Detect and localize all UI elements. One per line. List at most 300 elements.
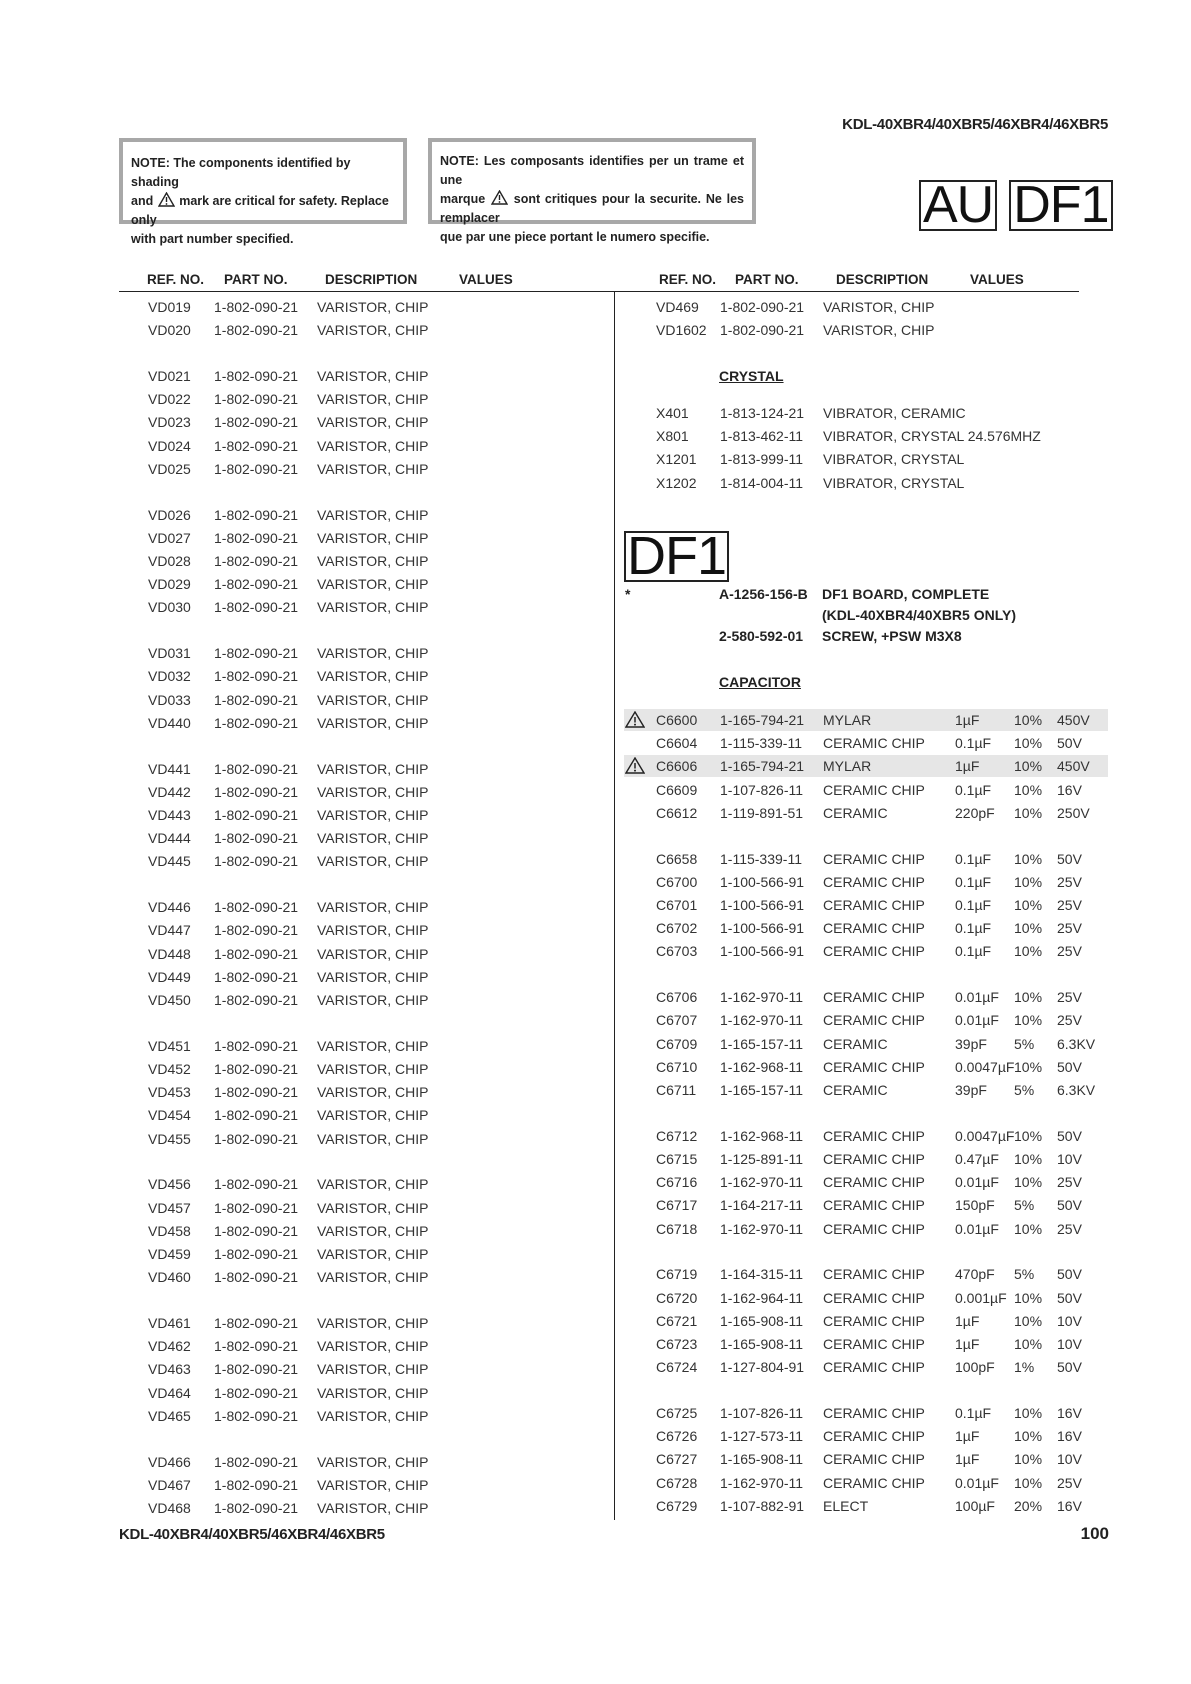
- description: VARISTOR, CHIP: [317, 807, 429, 823]
- description: CERAMIC CHIP: [823, 735, 925, 752]
- ref-no: VD447: [148, 922, 191, 939]
- tolerance: 10%: [1014, 1289, 1043, 1306]
- ref-no: C6600: [656, 712, 698, 728]
- description: VARISTOR, CHIP: [317, 529, 429, 546]
- tolerance: 10%: [1014, 1474, 1043, 1491]
- left-header-ref: REF. NO.: [147, 272, 205, 287]
- df1-asterisk: *: [625, 586, 631, 602]
- warning-triangle-icon: [625, 711, 645, 728]
- description: CERAMIC: [823, 1035, 888, 1052]
- right-header-part: PART NO.: [735, 272, 799, 287]
- ref-no: VD1602: [656, 322, 707, 339]
- voltage: 16V: [1057, 1428, 1082, 1445]
- description: VARISTOR, CHIP: [317, 1269, 429, 1286]
- part-no: 1-802-090-21: [214, 992, 299, 1008]
- value: 1µF: [955, 1451, 980, 1468]
- ref-no: C6724: [656, 1359, 698, 1376]
- header-rule: [119, 291, 1079, 292]
- value: 0.1µF: [955, 1405, 992, 1421]
- description: ELECT: [823, 1497, 869, 1514]
- tolerance: 5%: [1014, 1035, 1035, 1052]
- ref-no: C6727: [656, 1451, 698, 1468]
- ref-no: X401: [656, 405, 689, 421]
- ref-no: C6728: [656, 1474, 698, 1491]
- part-no: 1-802-090-21: [214, 322, 299, 339]
- value: 1µF: [955, 712, 980, 728]
- part-no: 1-162-970-11: [720, 1220, 804, 1237]
- part-no: 1-802-090-21: [214, 783, 299, 800]
- description: VARISTOR, CHIP: [823, 299, 935, 315]
- header-model: KDL-40XBR4/40XBR5/46XBR4/46XBR5: [842, 116, 1108, 133]
- ref-no: VD033: [148, 691, 191, 708]
- voltage: 10V: [1057, 1312, 1082, 1329]
- description: VARISTOR, CHIP: [317, 853, 429, 870]
- ref-no: VD461: [148, 1315, 191, 1331]
- ref-no: C6717: [656, 1197, 698, 1214]
- description: VARISTOR, CHIP: [317, 599, 429, 616]
- part-no: 1-814-004-11: [720, 474, 804, 491]
- ref-no: VD026: [148, 506, 191, 523]
- footer-model: KDL-40XBR4/40XBR5/46XBR4/46XBR5: [119, 1526, 385, 1543]
- part-no: 1-165-794-21: [720, 758, 805, 775]
- ref-no: VD021: [148, 368, 191, 384]
- ref-no: VD444: [148, 830, 191, 847]
- safety-note-english: [119, 138, 407, 246]
- value: 470pF: [955, 1266, 995, 1283]
- description: VARISTOR, CHIP: [317, 783, 429, 800]
- part-no: 1-164-217-11: [720, 1197, 804, 1214]
- description: CERAMIC CHIP: [823, 781, 925, 798]
- ref-no: C6716: [656, 1174, 698, 1191]
- ref-no: VD028: [148, 553, 191, 569]
- ref-no: VD019: [148, 299, 191, 315]
- description: CERAMIC CHIP: [823, 1220, 925, 1237]
- ref-no: C6720: [656, 1289, 698, 1306]
- ref-no: VD440: [148, 714, 191, 731]
- ref-no: VD457: [148, 1199, 191, 1216]
- ref-no: C6715: [656, 1151, 698, 1167]
- part-no: 1-813-124-21: [720, 405, 805, 421]
- description: CERAMIC CHIP: [823, 850, 925, 867]
- note-en-line3: with part number specified.: [131, 232, 294, 246]
- description: VARISTOR, CHIP: [317, 760, 429, 777]
- part-no: 1-802-090-21: [214, 830, 299, 847]
- ref-no: C6729: [656, 1497, 698, 1514]
- value: 0.1µF: [955, 943, 992, 960]
- note-en-line2: and mark are critical for safety. Replace only: [131, 194, 389, 227]
- ref-no: VD445: [148, 853, 191, 870]
- board-id-au: AU: [919, 180, 997, 231]
- description: CERAMIC CHIP: [823, 1012, 925, 1029]
- value: 0.1µF: [955, 873, 992, 890]
- description: VARISTOR, CHIP: [317, 1061, 429, 1077]
- voltage: 10V: [1057, 1451, 1082, 1468]
- ref-no: VD023: [148, 414, 191, 431]
- voltage: 6.3KV: [1057, 1035, 1096, 1052]
- description: VARISTOR, CHIP: [317, 830, 429, 847]
- description: VARISTOR, CHIP: [317, 1476, 429, 1493]
- description: CERAMIC CHIP: [823, 1474, 925, 1491]
- description: VARISTOR, CHIP: [317, 1315, 429, 1331]
- description: VARISTOR, CHIP: [317, 714, 429, 731]
- part-no: 1-165-157-11: [720, 1082, 804, 1098]
- part-no: 1-162-968-11: [720, 1058, 804, 1075]
- safety-note-french: [428, 138, 756, 244]
- ref-no: VD025: [148, 460, 191, 477]
- description: VARISTOR, CHIP: [317, 668, 429, 685]
- part-no: 1-802-090-21: [214, 1037, 299, 1054]
- description: VARISTOR, CHIP: [317, 968, 429, 985]
- tolerance: 10%: [1014, 873, 1043, 890]
- description: CERAMIC CHIP: [823, 1312, 925, 1329]
- voltage: 25V: [1057, 1174, 1082, 1191]
- ref-no: VD027: [148, 529, 191, 546]
- left-header-values: VALUES: [459, 272, 513, 287]
- part-no: 1-162-970-11: [720, 1174, 804, 1191]
- description: MYLAR: [823, 758, 872, 775]
- tolerance: 1%: [1014, 1359, 1035, 1376]
- ref-no: VD456: [148, 1176, 191, 1193]
- part-no: 1-100-566-91: [720, 943, 805, 960]
- description: VARISTOR, CHIP: [317, 1107, 429, 1124]
- part-no: 1-802-090-21: [214, 668, 299, 685]
- note-fr-line1: NOTE: Les composants identifies per un trame et une: [440, 154, 744, 187]
- ref-no: C6604: [656, 735, 698, 752]
- part-no: 1-802-090-21: [214, 1199, 299, 1216]
- voltage: 25V: [1057, 943, 1082, 960]
- tolerance: 5%: [1014, 1082, 1035, 1098]
- part-no: 1-802-090-21: [214, 922, 299, 939]
- value: 0.01µF: [955, 1220, 999, 1237]
- tolerance: 10%: [1014, 850, 1043, 867]
- voltage: 50V: [1057, 1266, 1082, 1283]
- part-no: 1-165-908-11: [720, 1336, 804, 1352]
- description: VARISTOR, CHIP: [317, 437, 429, 454]
- description: VARISTOR, CHIP: [317, 1384, 429, 1401]
- tolerance: 10%: [1014, 712, 1043, 728]
- voltage: 16V: [1057, 1405, 1082, 1421]
- ref-no: VD468: [148, 1500, 191, 1516]
- ref-no: VD448: [148, 945, 191, 962]
- description: CERAMIC CHIP: [823, 1289, 925, 1306]
- note-en-line1: NOTE: The components identified by shading: [131, 156, 351, 189]
- description: VARISTOR, CHIP: [317, 576, 429, 593]
- voltage: 25V: [1057, 1012, 1082, 1029]
- tolerance: 10%: [1014, 1012, 1043, 1029]
- part-no: 1-802-090-21: [214, 553, 299, 569]
- capacitor-heading: CAPACITOR: [719, 674, 801, 690]
- tolerance: 10%: [1014, 920, 1043, 937]
- ref-no: C6721: [656, 1312, 698, 1329]
- part-no: 1-162-970-11: [720, 1474, 804, 1491]
- board-id-group: [919, 176, 1113, 234]
- value: 0.1µF: [955, 920, 992, 937]
- ref-no: C6723: [656, 1336, 698, 1352]
- part-no: 1-802-090-21: [214, 945, 299, 962]
- part-no: 1-802-090-21: [214, 1315, 299, 1331]
- ref-no: VD466: [148, 1453, 191, 1470]
- ref-no: VD463: [148, 1361, 191, 1378]
- value: 0.1µF: [955, 781, 992, 798]
- ref-no: C6703: [656, 943, 698, 960]
- voltage: 25V: [1057, 897, 1082, 913]
- part-no: 1-115-339-11: [720, 735, 802, 752]
- voltage: 25V: [1057, 873, 1082, 890]
- part-no: 1-115-339-11: [720, 850, 802, 867]
- ref-no: X801: [656, 428, 689, 445]
- ref-no: X1201: [656, 451, 697, 468]
- ref-no: VD453: [148, 1084, 191, 1101]
- voltage: 16V: [1057, 781, 1082, 798]
- description: VARISTOR, CHIP: [317, 1246, 429, 1262]
- tolerance: 10%: [1014, 1336, 1043, 1352]
- description: CERAMIC: [823, 804, 888, 821]
- part-no: 1-802-090-21: [214, 691, 299, 708]
- ref-no: VD449: [148, 968, 191, 985]
- description: VARISTOR, CHIP: [317, 1037, 429, 1054]
- tolerance: 5%: [1014, 1197, 1035, 1214]
- right-header-desc: DESCRIPTION: [836, 272, 929, 287]
- voltage: 10V: [1057, 1336, 1082, 1352]
- ref-no: VD460: [148, 1269, 191, 1286]
- part-no: 1-802-090-21: [214, 853, 299, 870]
- part-no: 1-802-090-21: [720, 322, 805, 339]
- description: VARISTOR, CHIP: [317, 506, 429, 523]
- ref-no: VD464: [148, 1384, 191, 1401]
- ref-no: VD450: [148, 992, 191, 1008]
- ref-no: C6606: [656, 758, 698, 775]
- tolerance: 10%: [1014, 1405, 1043, 1421]
- warning-triangle-icon: [625, 757, 645, 774]
- part-no: 1-802-090-21: [214, 529, 299, 546]
- tolerance: 10%: [1014, 781, 1043, 798]
- ref-no: C6700: [656, 873, 698, 890]
- value: 0.01µF: [955, 989, 999, 1006]
- part-no: 1-802-090-21: [214, 1384, 299, 1401]
- part-no: 1-802-090-21: [214, 807, 299, 823]
- ref-no: C6725: [656, 1405, 698, 1421]
- part-no: 1-802-090-21: [214, 1361, 299, 1378]
- ref-no: VD459: [148, 1246, 191, 1262]
- part-no: 1-802-090-21: [214, 1453, 299, 1470]
- description: VIBRATOR, CRYSTAL 24.576MHZ: [823, 428, 1041, 445]
- part-no: 1-165-794-21: [720, 712, 805, 728]
- description: VARISTOR, CHIP: [317, 460, 429, 477]
- value: 150pF: [955, 1197, 995, 1214]
- part-no: 1-802-090-21: [214, 1246, 299, 1262]
- part-no: 1-119-891-51: [720, 804, 804, 821]
- description: CERAMIC CHIP: [823, 1359, 925, 1376]
- part-no: 1-813-462-11: [720, 428, 804, 445]
- description: VARISTOR, CHIP: [317, 414, 429, 431]
- tolerance: 10%: [1014, 1058, 1043, 1075]
- part-no: 1-802-090-21: [214, 968, 299, 985]
- left-header-part: PART NO.: [224, 272, 288, 287]
- ref-no: C6709: [656, 1035, 698, 1052]
- part-no: 1-802-090-21: [720, 299, 805, 315]
- description: VARISTOR, CHIP: [317, 1199, 429, 1216]
- ref-no: C6701: [656, 897, 698, 913]
- ref-no: VD454: [148, 1107, 191, 1124]
- ref-no: X1202: [656, 474, 697, 491]
- ref-no: VD455: [148, 1130, 191, 1147]
- ref-no: VD032: [148, 668, 191, 685]
- ref-no: VD029: [148, 576, 191, 593]
- description: CERAMIC CHIP: [823, 1127, 925, 1144]
- part-no: 1-164-315-11: [720, 1266, 804, 1283]
- value: 0.1µF: [955, 735, 992, 752]
- value: 1µF: [955, 1428, 980, 1445]
- ref-no: C6711: [656, 1082, 697, 1098]
- description: VARISTOR, CHIP: [317, 645, 429, 662]
- ref-no: C6706: [656, 989, 698, 1006]
- description: VARISTOR, CHIP: [317, 1453, 429, 1470]
- df1-screw-part: 2-580-592-01: [719, 628, 804, 644]
- ref-no: VD446: [148, 899, 191, 916]
- description: VARISTOR, CHIP: [317, 1338, 429, 1355]
- description: VARISTOR, CHIP: [317, 691, 429, 708]
- note-fr-line2: marque sont critiques pour la securite. Ne les remplacer: [440, 192, 744, 225]
- df1-board-desc: DF1 BOARD, COMPLETE: [822, 586, 990, 602]
- part-no: 1-127-804-91: [720, 1359, 805, 1376]
- part-no: 1-162-964-11: [720, 1289, 804, 1306]
- tolerance: 5%: [1014, 1266, 1035, 1283]
- part-no: 1-802-090-21: [214, 1107, 299, 1124]
- tolerance: 10%: [1014, 804, 1043, 821]
- part-no: 1-125-891-11: [720, 1151, 804, 1167]
- df1-board-part: A-1256-156-B: [719, 586, 808, 602]
- description: CERAMIC CHIP: [823, 989, 925, 1006]
- voltage: 25V: [1057, 1474, 1082, 1491]
- part-no: 1-802-090-21: [214, 1407, 299, 1424]
- description: CERAMIC CHIP: [823, 1405, 925, 1421]
- voltage: 450V: [1057, 758, 1090, 775]
- voltage: 450V: [1057, 712, 1090, 728]
- value: 0.001µF: [955, 1289, 1007, 1306]
- description: VARISTOR, CHIP: [317, 1084, 429, 1101]
- df1-board-desc2: (KDL-40XBR4/40XBR5 ONLY): [822, 607, 1016, 623]
- part-no: 1-802-090-21: [214, 1338, 299, 1355]
- part-no: 1-100-566-91: [720, 873, 805, 890]
- description: CERAMIC CHIP: [823, 1197, 925, 1214]
- description: VARISTOR, CHIP: [317, 1361, 429, 1378]
- ref-no: C6710: [656, 1058, 698, 1075]
- voltage: 50V: [1057, 735, 1082, 752]
- description: VARISTOR, CHIP: [317, 1500, 429, 1516]
- voltage: 250V: [1057, 804, 1090, 821]
- description: VARISTOR, CHIP: [317, 1222, 429, 1239]
- value: 1µF: [955, 1336, 980, 1352]
- board-id-df1: DF1: [1009, 180, 1112, 231]
- description: CERAMIC CHIP: [823, 1428, 925, 1445]
- tolerance: 10%: [1014, 1220, 1043, 1237]
- value: 0.0047µF: [955, 1058, 1015, 1075]
- description: VARISTOR, CHIP: [317, 899, 429, 916]
- description: VIBRATOR, CRYSTAL: [823, 474, 965, 491]
- part-no: 1-100-566-91: [720, 920, 805, 937]
- ref-no: VD458: [148, 1222, 191, 1239]
- voltage: 50V: [1057, 1197, 1082, 1214]
- part-no: 1-802-090-21: [214, 299, 299, 315]
- ref-no: C6702: [656, 920, 698, 937]
- description: CERAMIC CHIP: [823, 1174, 925, 1191]
- voltage: 25V: [1057, 989, 1082, 1006]
- description: VARISTOR, CHIP: [317, 1407, 429, 1424]
- voltage: 25V: [1057, 1220, 1082, 1237]
- description: VARISTOR, CHIP: [317, 922, 429, 939]
- voltage: 50V: [1057, 1127, 1082, 1144]
- part-no: 1-802-090-21: [214, 1084, 299, 1101]
- value: 0.0047µF: [955, 1127, 1015, 1144]
- ref-no: C6609: [656, 781, 698, 798]
- ref-no: C6612: [656, 804, 698, 821]
- value: 1µF: [955, 758, 980, 775]
- warning-triangle-icon: [491, 190, 508, 205]
- description: VIBRATOR, CRYSTAL: [823, 451, 965, 468]
- description: VARISTOR, CHIP: [317, 1176, 429, 1193]
- value: 100pF: [955, 1359, 995, 1376]
- part-no: 1-813-999-11: [720, 451, 804, 468]
- value: 0.01µF: [955, 1474, 999, 1491]
- part-no: 1-165-908-11: [720, 1451, 804, 1468]
- part-no: 1-127-573-11: [720, 1428, 804, 1445]
- tolerance: 20%: [1014, 1497, 1043, 1514]
- part-no: 1-802-090-21: [214, 1130, 299, 1147]
- description: CERAMIC: [823, 1082, 888, 1098]
- description: CERAMIC CHIP: [823, 1058, 925, 1075]
- part-no: 1-107-826-11: [720, 1405, 804, 1421]
- value: 0.47µF: [955, 1151, 999, 1167]
- part-no: 1-802-090-21: [214, 391, 299, 408]
- description: VARISTOR, CHIP: [317, 322, 429, 339]
- ref-no: VD442: [148, 783, 191, 800]
- description: CERAMIC CHIP: [823, 873, 925, 890]
- ref-no: VD031: [148, 645, 191, 662]
- tolerance: 10%: [1014, 1151, 1043, 1167]
- ref-no: C6707: [656, 1012, 698, 1029]
- value: 0.01µF: [955, 1012, 999, 1029]
- value: 100µF: [955, 1497, 995, 1514]
- part-no: 1-802-090-21: [214, 714, 299, 731]
- description: CERAMIC CHIP: [823, 1266, 925, 1283]
- value: 39pF: [955, 1082, 987, 1098]
- ref-no: VD024: [148, 437, 191, 454]
- left-header-desc: DESCRIPTION: [325, 272, 418, 287]
- right-header-values: VALUES: [970, 272, 1024, 287]
- part-no: 1-802-090-21: [214, 760, 299, 777]
- part-no: 1-165-157-11: [720, 1035, 804, 1052]
- voltage: 10V: [1057, 1151, 1082, 1167]
- voltage: 16V: [1057, 1497, 1082, 1514]
- value: 1µF: [955, 1312, 980, 1329]
- tolerance: 10%: [1014, 1127, 1043, 1144]
- voltage: 50V: [1057, 850, 1082, 867]
- note-fr-line3: que par une piece portant le numero specifie.: [440, 230, 710, 244]
- part-no: 1-802-090-21: [214, 506, 299, 523]
- description: VARISTOR, CHIP: [823, 322, 935, 339]
- voltage: 6.3KV: [1057, 1082, 1096, 1098]
- ref-no: C6712: [656, 1127, 698, 1144]
- part-no: 1-802-090-21: [214, 414, 299, 431]
- ref-no: VD452: [148, 1061, 191, 1077]
- description: CERAMIC CHIP: [823, 920, 925, 937]
- ref-no: C6718: [656, 1220, 698, 1237]
- tolerance: 10%: [1014, 1451, 1043, 1468]
- tolerance: 10%: [1014, 1312, 1043, 1329]
- ref-no: VD443: [148, 807, 191, 823]
- part-no: 1-802-090-21: [214, 1476, 299, 1493]
- description: VARISTOR, CHIP: [317, 1130, 429, 1147]
